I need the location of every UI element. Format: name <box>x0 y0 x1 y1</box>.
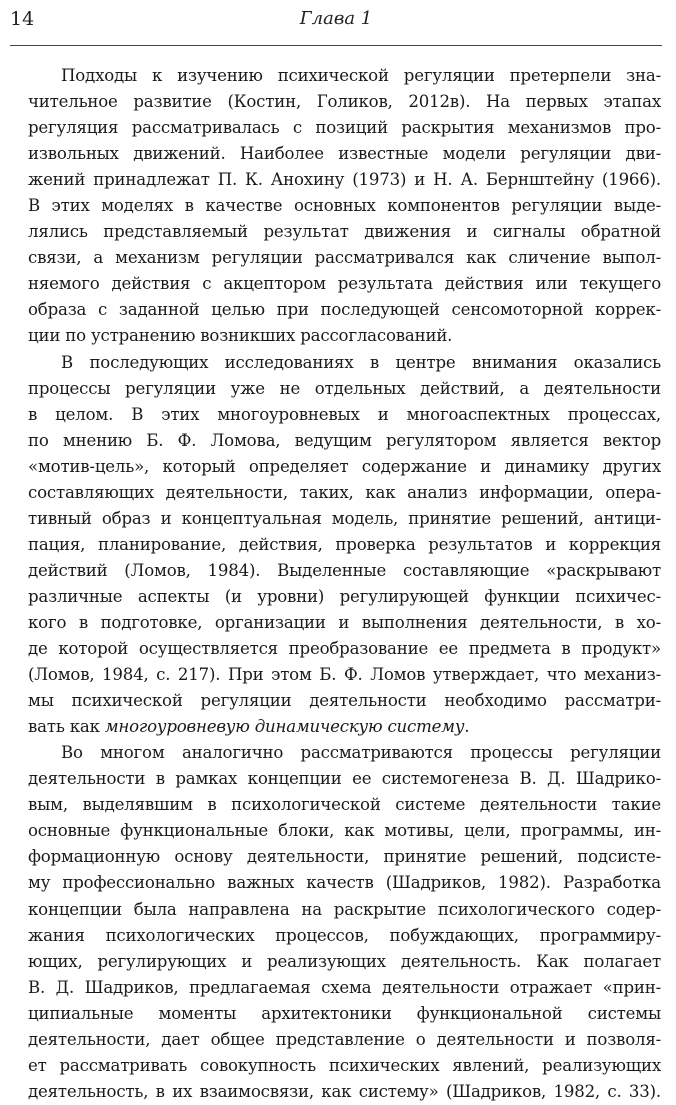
paragraph-2 <box>28 350 661 741</box>
text-line: ющих, регулирующих и реализующих деятельность. Как полагает <box>28 951 661 971</box>
text-line: ции по устранению возникших рассогласований. <box>28 326 453 346</box>
text-line: му профессионально важных качеств (Шадриков, 1982). Разработка <box>28 873 661 893</box>
text-line: «мотив-цель», который определяет содержание и динамику других <box>28 456 661 476</box>
text-line: в целом. В этих многоуровневых и многоаспектных процессах, <box>28 404 661 424</box>
text-line: концепции была направлена на раскрытие психологического содер- <box>28 899 661 919</box>
text-line: по мнению Б. Ф. Ломова, ведущим регулятором является вектор <box>28 430 661 450</box>
chapter-title: Глава 1 <box>299 8 373 29</box>
text-line: действий (Ломов, 1984). Выделенные составляющие «раскрывают <box>28 560 661 580</box>
text-line: деятельности в рамках концепции ее системогенеза В. Д. Шадрико- <box>28 769 661 789</box>
text-line: регуляция рассматривалась с позиций раскрытия механизмов про- <box>28 118 661 138</box>
text-line: ципиальные моменты архитектоники функциональной системы <box>28 1003 661 1023</box>
text-line: процессы регуляции уже не отдельных действий, а деятельности <box>28 378 661 398</box>
text-line: Во многом аналогично рассматриваются процессы регуляции <box>61 743 661 763</box>
text-line: образа с заданной целью при последующей сенсомоторной коррек- <box>28 300 661 320</box>
body-text <box>28 63 661 1105</box>
text-line: няемого действия с акцептором результата действия или текущего <box>28 274 661 294</box>
text-fragment: . <box>464 717 470 737</box>
text-fragment: вать как <box>28 717 105 737</box>
text-line: В последующих исследованиях в центре внимания оказались <box>61 352 661 372</box>
text-line: Подходы к изучению психической регуляции претерпели зна- <box>61 66 661 85</box>
emphasized-phrase: многоуровневую динамическую систему <box>104 717 465 737</box>
text-line: кого в подготовке, организации и выполнения деятельности, в хо- <box>28 612 661 632</box>
text-line: связи, а механизм регуляции рассматривался как сличение выпол- <box>28 248 661 268</box>
text-line-with-emphasis <box>28 714 661 740</box>
text-line: деятельности, дает общее представление о деятельности и позволя- <box>28 1029 661 1049</box>
page-number: 14 <box>10 8 35 30</box>
text-line: составляющих деятельности, таких, как анализ информации, опера- <box>28 482 661 502</box>
text-line: лялись представляемый результат движения и сигналы обратной <box>28 222 661 242</box>
text-line: формационную основу деятельности, принятие решений, подсисте- <box>28 847 661 867</box>
header-rule <box>10 45 662 46</box>
text-line: основные функциональные блоки, как мотивы, цели, программы, ин- <box>28 821 661 841</box>
text-line: жания психологических процессов, побуждающих, программиру- <box>28 925 661 945</box>
text-line: мы психической регуляции деятельности необходимо рассматри- <box>28 691 661 711</box>
text-line: ет рассматривать совокупность психических явлений, реализующих <box>28 1055 661 1075</box>
text-line: (Ломов, 1984, с. 217). При этом Б. Ф. Ломов утверждает, что механиз- <box>28 665 661 685</box>
paragraph-1 <box>28 63 661 350</box>
text-line: различные аспекты (и уровни) регулирующей функции психичес- <box>28 586 661 606</box>
paragraph-3 <box>28 740 661 1105</box>
text-line: чительное развитие (Костин, Голиков, 2012в). На первых этапах <box>28 92 661 112</box>
running-head <box>10 4 662 34</box>
text-line: жений принадлежат П. К. Анохину (1973) и Н. А. Бернштейну (1966). <box>28 170 661 190</box>
text-line: В этих моделях в качестве основных компонентов регуляции выде- <box>28 196 661 216</box>
text-line: деятельность, в их взаимосвязи, как систему» (Шадриков, 1982, с. 33). <box>28 1081 661 1101</box>
text-line: пация, планирование, действия, проверка результатов и коррекция <box>28 534 661 554</box>
text-line: тивный образ и концептуальная модель, принятие решений, антици- <box>28 508 661 528</box>
text-line: извольных движений. Наиболее известные модели регуляции дви- <box>28 144 661 164</box>
text-line: де которой осуществляется преобразование ее предмета в продукт» <box>28 639 661 659</box>
text-line: вым, выделявшим в психологической системе деятельности такие <box>28 795 661 815</box>
text-line: В. Д. Шадриков, предлагаемая схема деятельности отражает «прин- <box>28 977 661 997</box>
